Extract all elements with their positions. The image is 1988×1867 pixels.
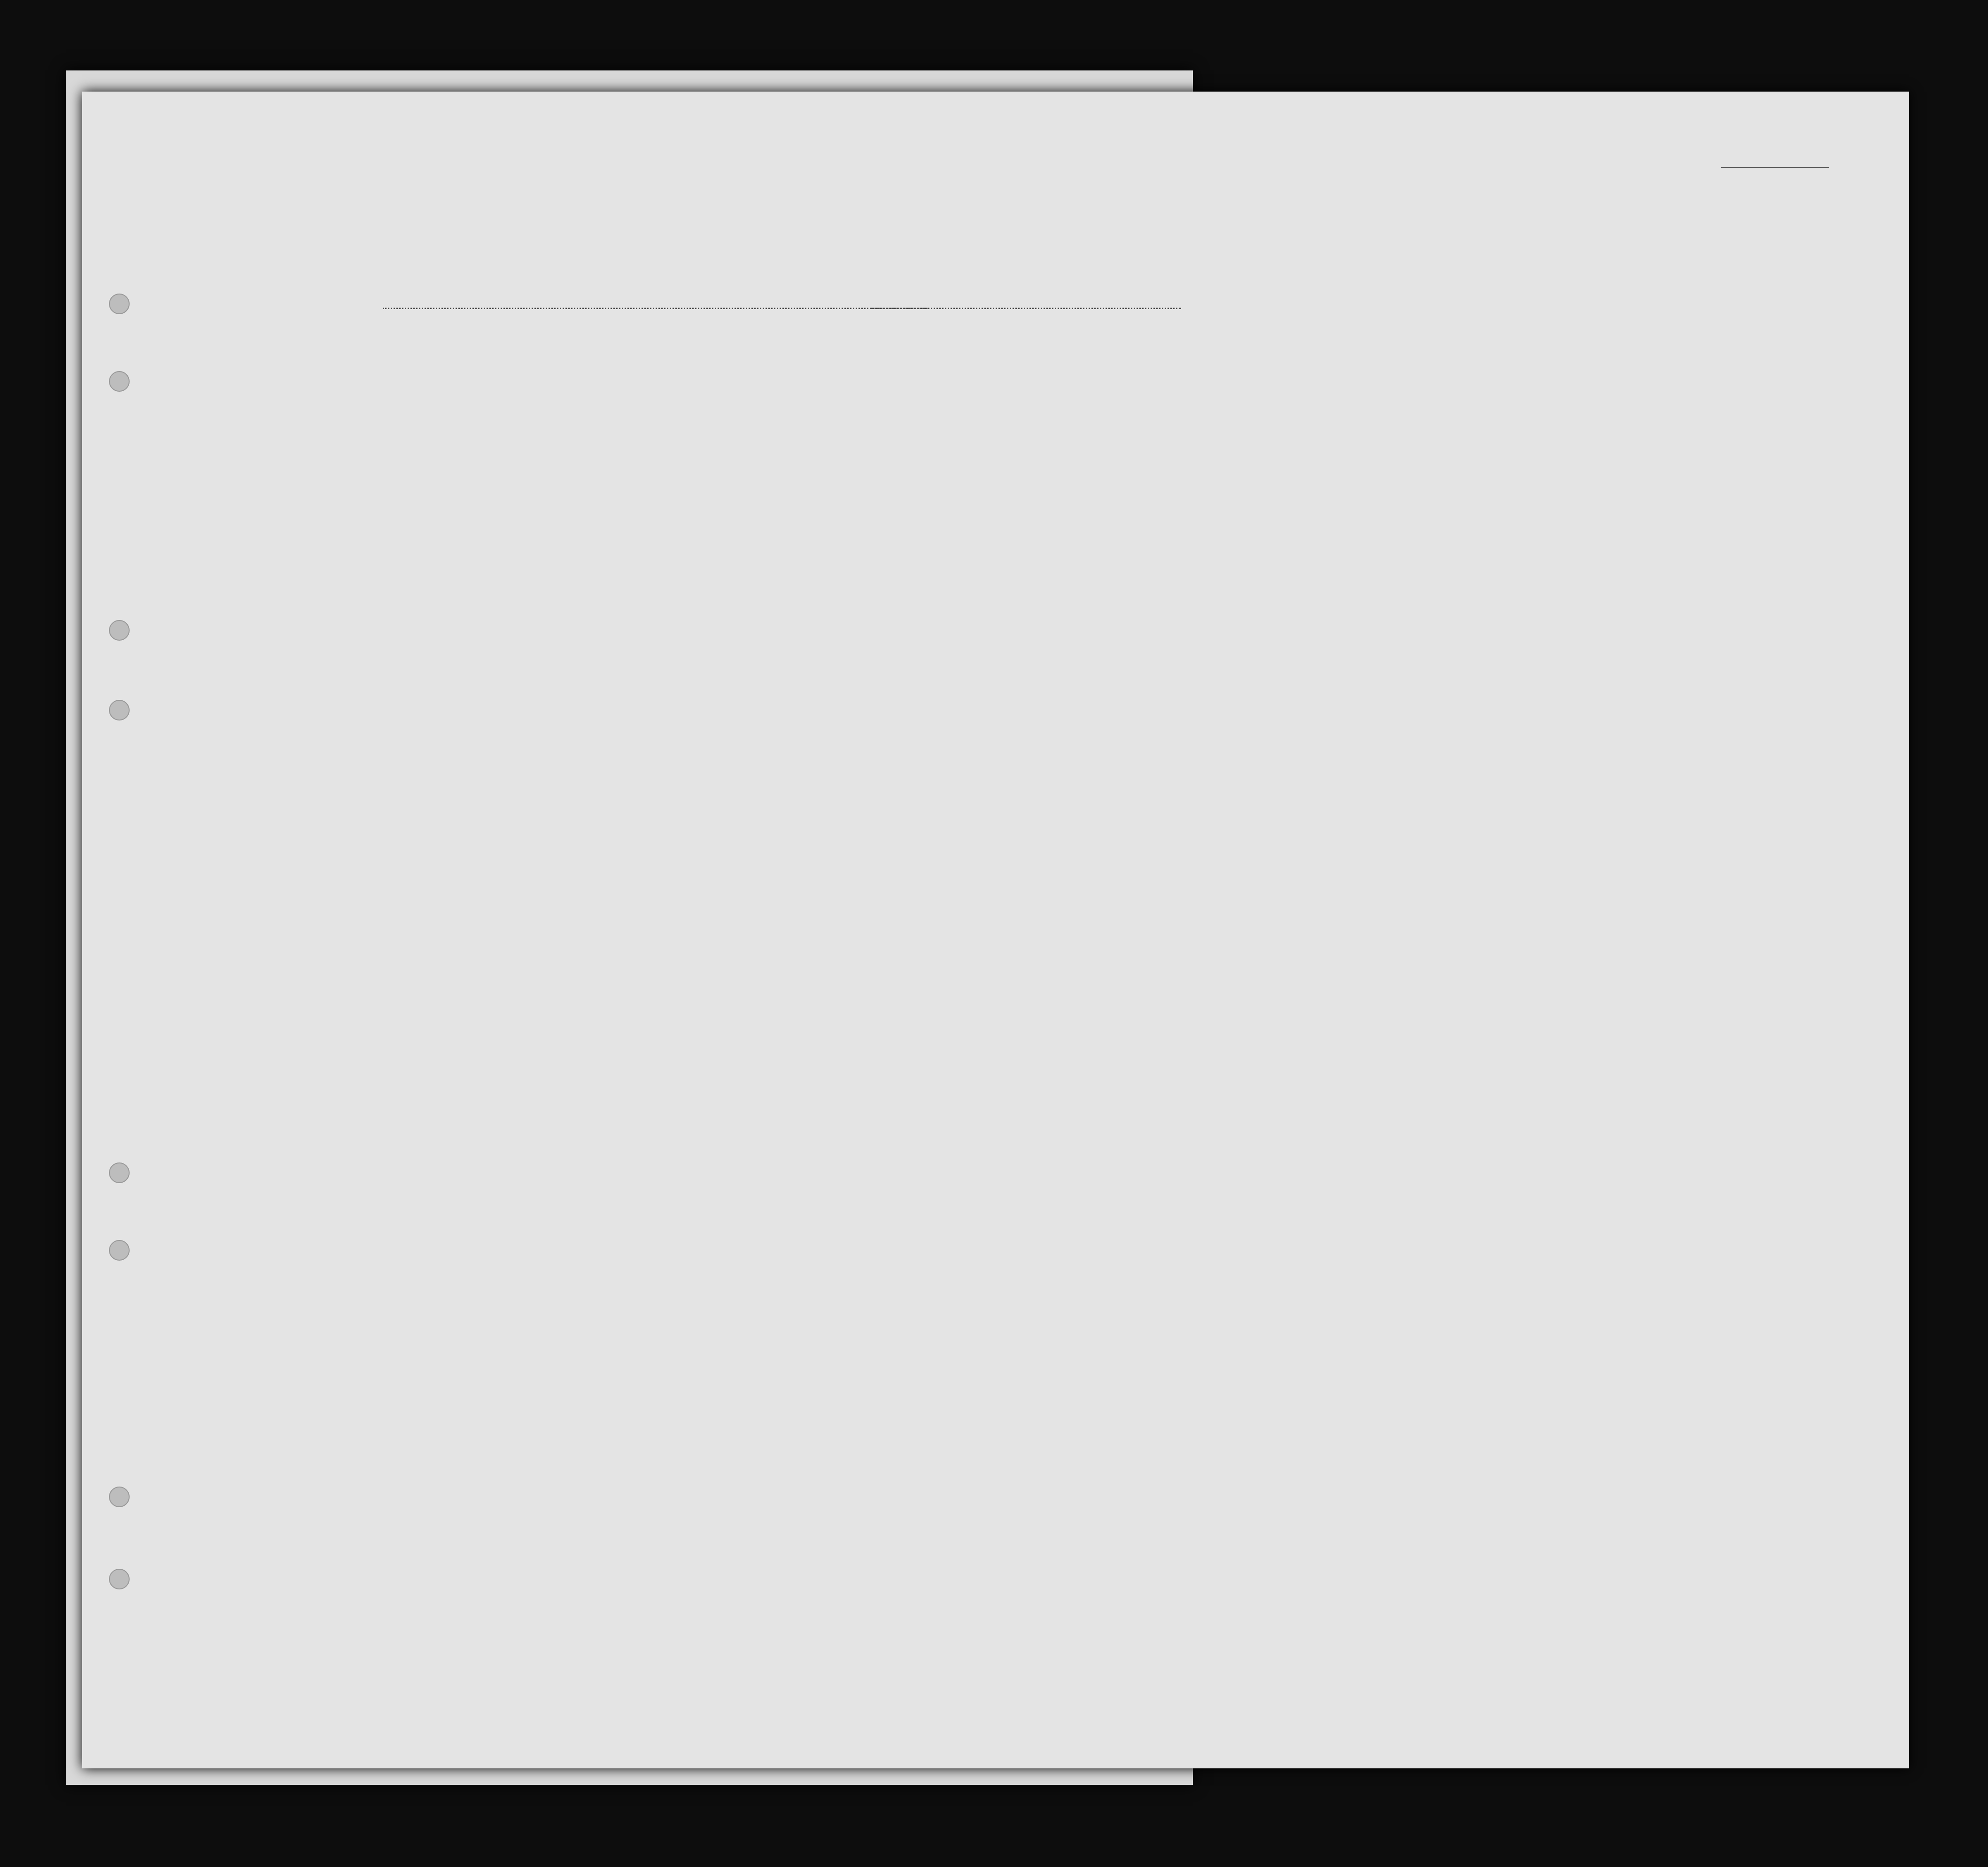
binder-hole xyxy=(109,371,130,392)
binder-hole xyxy=(109,1569,130,1589)
manifest-table xyxy=(82,92,1909,1768)
binder-hole xyxy=(109,1487,130,1507)
binder-hole xyxy=(109,620,130,641)
binder-hole xyxy=(109,1240,130,1261)
binder-hole xyxy=(109,700,130,720)
binder-hole xyxy=(109,294,130,314)
binder-hole xyxy=(109,1162,130,1183)
manifest-sheet xyxy=(82,92,1909,1768)
